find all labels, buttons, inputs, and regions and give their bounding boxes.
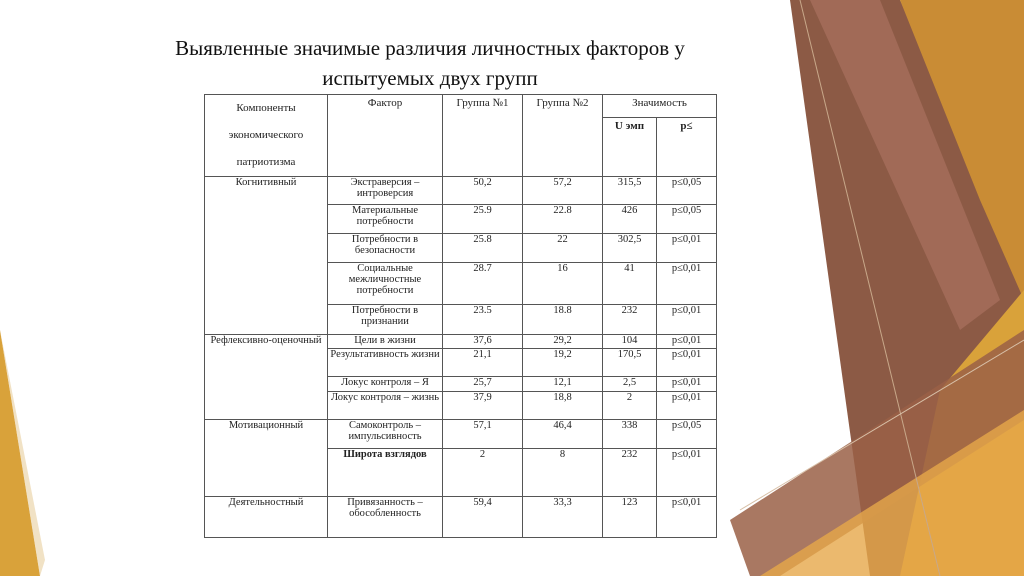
u-cell: 426 bbox=[603, 205, 657, 234]
title-line-1: Выявленные значимые различия личностных факторов у bbox=[175, 36, 685, 60]
header-group2: Группа №2 bbox=[523, 95, 603, 177]
results-table bbox=[204, 94, 717, 538]
factor-cell: Привязанность – обособленность bbox=[328, 497, 443, 538]
results-table-container bbox=[204, 94, 716, 538]
p-cell: p≤0,01 bbox=[657, 497, 717, 538]
factor-cell: Цели в жизни bbox=[328, 335, 443, 349]
group2-cell: 29,2 bbox=[523, 335, 603, 349]
group2-cell: 57,2 bbox=[523, 177, 603, 205]
component-cell: Мотивационный bbox=[205, 420, 328, 497]
group2-cell: 16 bbox=[523, 263, 603, 305]
u-cell: 2,5 bbox=[603, 377, 657, 392]
p-cell: p≤0,05 bbox=[657, 177, 717, 205]
header-p: p≤ bbox=[657, 118, 717, 177]
group2-cell: 22 bbox=[523, 234, 603, 263]
u-cell: 2 bbox=[603, 392, 657, 420]
slide-title bbox=[80, 33, 780, 93]
factor-cell: Локус контроля – Я bbox=[328, 377, 443, 392]
group2-cell: 19,2 bbox=[523, 349, 603, 377]
u-cell: 338 bbox=[603, 420, 657, 449]
component-cell: Деятельностный bbox=[205, 497, 328, 538]
u-cell: 232 bbox=[603, 449, 657, 497]
group1-cell: 25.8 bbox=[443, 234, 523, 263]
group1-cell: 37,9 bbox=[443, 392, 523, 420]
group1-cell: 21,1 bbox=[443, 349, 523, 377]
factor-cell: Социальные межличностные потребности bbox=[328, 263, 443, 305]
u-cell: 104 bbox=[603, 335, 657, 349]
group1-cell: 25.9 bbox=[443, 205, 523, 234]
u-cell: 123 bbox=[603, 497, 657, 538]
group2-cell: 18,8 bbox=[523, 392, 603, 420]
group1-cell: 2 bbox=[443, 449, 523, 497]
p-cell: p≤0,01 bbox=[657, 263, 717, 305]
p-cell: p≤0,01 bbox=[657, 349, 717, 377]
title-line-2: испытуемых двух групп bbox=[322, 66, 538, 90]
group1-cell: 28.7 bbox=[443, 263, 523, 305]
factor-cell: Потребности в признании bbox=[328, 305, 443, 335]
group1-cell: 50,2 bbox=[443, 177, 523, 205]
group1-cell: 25,7 bbox=[443, 377, 523, 392]
factor-cell: Результативность жизни bbox=[328, 349, 443, 377]
group2-cell: 33,3 bbox=[523, 497, 603, 538]
p-cell: p≤0,01 bbox=[657, 449, 717, 497]
group2-cell: 46,4 bbox=[523, 420, 603, 449]
table-row bbox=[205, 335, 717, 349]
header-factor: Фактор bbox=[328, 95, 443, 177]
group1-cell: 37,6 bbox=[443, 335, 523, 349]
p-cell: p≤0,01 bbox=[657, 335, 717, 349]
p-cell: p≤0,05 bbox=[657, 420, 717, 449]
factor-cell: Материальные потребности bbox=[328, 205, 443, 234]
table-row bbox=[205, 420, 717, 449]
header-significance: Значимость bbox=[603, 95, 717, 118]
factor-cell: Потребности в безопасности bbox=[328, 234, 443, 263]
u-cell: 302,5 bbox=[603, 234, 657, 263]
group1-cell: 59,4 bbox=[443, 497, 523, 538]
header-group1: Группа №1 bbox=[443, 95, 523, 177]
table-row bbox=[205, 497, 717, 538]
table-row bbox=[205, 177, 717, 205]
p-cell: p≤0,01 bbox=[657, 392, 717, 420]
group2-cell: 8 bbox=[523, 449, 603, 497]
u-cell: 315,5 bbox=[603, 177, 657, 205]
component-cell: Когнитивный bbox=[205, 177, 328, 335]
factor-cell: Широта взглядов bbox=[328, 449, 443, 497]
group2-cell: 12,1 bbox=[523, 377, 603, 392]
group1-cell: 57,1 bbox=[443, 420, 523, 449]
factor-cell: Локус контроля – жизнь bbox=[328, 392, 443, 420]
factor-cell: Самоконтроль – импульсивность bbox=[328, 420, 443, 449]
factor-cell: Экстраверсия – интроверсия bbox=[328, 177, 443, 205]
header-u: U эмп bbox=[603, 118, 657, 177]
component-cell: Рефлексивно-оценочный bbox=[205, 335, 328, 420]
header-component: Компоненты экономического патриотизма bbox=[205, 95, 328, 177]
group2-cell: 22.8 bbox=[523, 205, 603, 234]
group2-cell: 18.8 bbox=[523, 305, 603, 335]
p-cell: p≤0,01 bbox=[657, 234, 717, 263]
group1-cell: 23.5 bbox=[443, 305, 523, 335]
p-cell: p≤0,01 bbox=[657, 377, 717, 392]
p-cell: p≤0,05 bbox=[657, 205, 717, 234]
u-cell: 170,5 bbox=[603, 349, 657, 377]
p-cell: p≤0,01 bbox=[657, 305, 717, 335]
u-cell: 41 bbox=[603, 263, 657, 305]
u-cell: 232 bbox=[603, 305, 657, 335]
